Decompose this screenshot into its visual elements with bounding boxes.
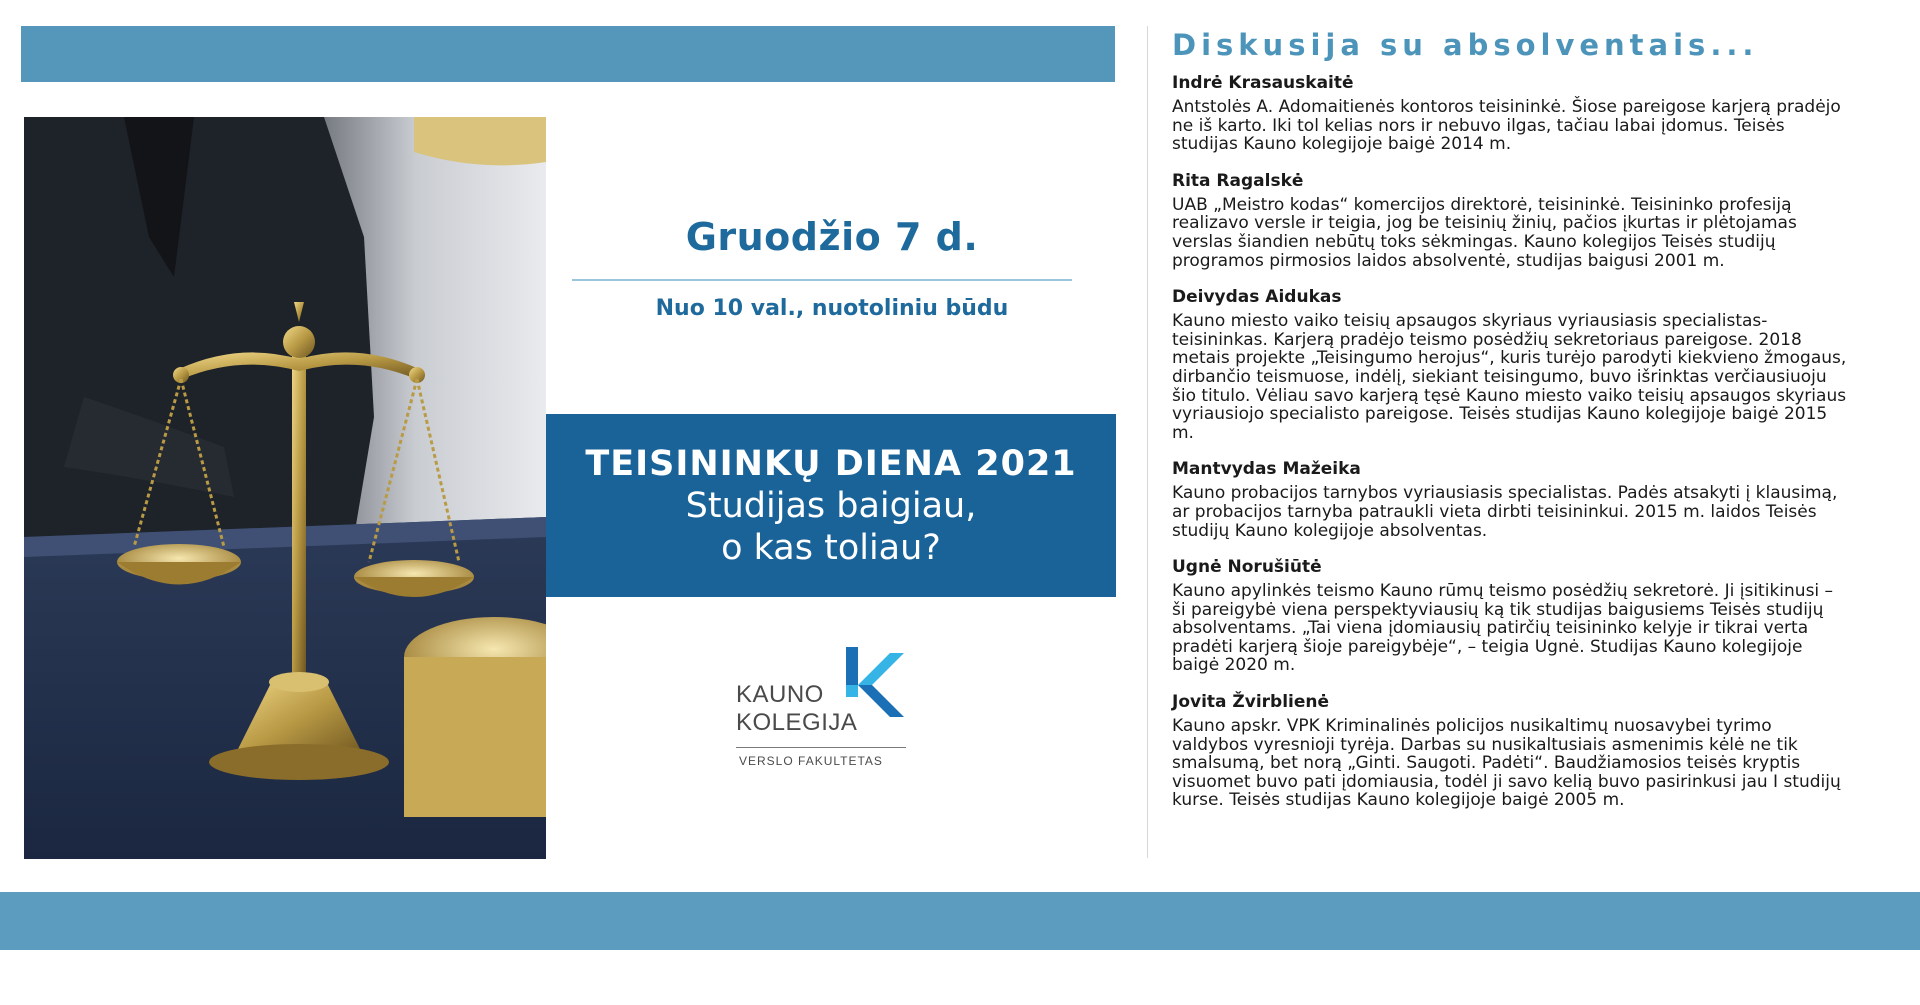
date-divider [572,279,1072,281]
event-title: TEISININKŲ DIENA 2021 [585,444,1077,484]
speaker-entry [1172,286,1852,442]
speaker-entry [1172,170,1852,270]
bottom-banner-bar [0,892,1920,950]
event-title-box [546,414,1116,597]
logo-text-kolegija: KOLEGIJA [736,709,858,736]
logo-text-kauno: KAUNO [736,681,824,708]
speaker-name: Indrė Krasauskaitė [1172,73,1354,93]
event-subtitle-line2: o kas toliau? [721,528,941,568]
vertical-divider [1147,26,1148,858]
speaker-entry [1172,556,1852,675]
speaker-bio: Kauno miesto vaiko teisių apsaugos skyriaus vyriausiasis specialistas-teisininkas. Karjerą pradėjo teismo posėdžių sekretoriaus pareigose. 2018 metais projekte „Teisingumo herojus“, kuris turėjo parodyti kiekvieno žmogaus, dirbančio teismuose, indėlį, siekiant teisingumo, buvo išrinktas verčiausiuoju šio titulo. Vėliau savo karjerą tęsė Kauno miesto vaiko teisių apsaugos skyriaus vyriausiojo specialisto pareigose. Teisės studijas Kauno kolegijoje baigė 2015 m. [1172,311,1847,443]
speaker-bio: Kauno apylinkės teismo Kauno rūmų teismo posėdžių sekretorė. Ji įsitikinusi – ši pareigybė viena perspektyviausių ką tik studijas baigusiems Teisės studijų absolventams. „Tai viena įdomiausių patirčių teisininko kelyje ir tikrai verta pradėti karjerą šioje pareigybėje“, – teigia Ugnė. Studijas Kauno kolegijoje baigė 2020 m. [1172,581,1834,676]
speaker-bio: Kauno apskr. VPK Kriminalinės policijos nusikaltimų nuosavybei tyrimo valdybos vyresnioji tyrėja. Darbas su nusikaltusiais asmenimis kėlė ne tik smalsumą, bet norą „Ginti. Saugoti. Padėti“. Baudžiamosios teisės kryptis visuomet buvo pati įdomiausia, todėl ji savo kelią buvo pasirinkusi jau I studijų kurse. Teisės studijas Kauno kolegijoje baigė 2005 m. [1172,716,1841,811]
speaker-bio: UAB „Meistro kodas“ komercijos direktorė, teisininkė. Teisininko profesiją realizavo versle ir teigia, jog be teisinių žinių, pačios įkurtas ir plėtojamas verslas šiandien nebūtų toks sėkmingas. Kauno kolegijos Teisės studijų programos pirmosios laidos absolventė, studijas baigusi 2001 m. [1172,194,1797,271]
speaker-name: Mantvydas Mažeika [1172,459,1361,480]
discussion-heading: Diskusija su absolventais... [1172,28,1759,62]
speaker-name: Jovita Žvirblienė [1172,692,1330,713]
logo-divider [736,747,906,748]
speaker-bio: Antstolės A. Adomaitienės kontoros teisininkė. Šiose pareigose karjerą pradėjo ne iš karto. Iki tol kelias nors ir nebuvo ilgas, tačiau labai įdomus. Teisės studijas Kauno kolegijoje baigė 2014 m. [1172,97,1841,155]
event-time: Nuo 10 val., nuotoliniu būdu [655,296,1009,321]
kauno-kolegija-logo [736,645,916,775]
event-subtitle-line1: Studijas baigiau, [685,486,977,526]
speaker-name: Ugnė Norušiūtė [1172,557,1322,578]
speaker-entry [1172,458,1852,540]
speaker-name: Deivydas Aidukas [1172,287,1342,308]
scales-of-justice-photo [24,117,546,859]
speaker-entry [1172,691,1852,810]
speaker-name: Rita Ragalskė [1172,170,1304,191]
speaker-entry [1172,72,1852,154]
discussion-panel [1172,26,1852,826]
speaker-bio: Kauno probacijos tarnybos vyriausiasis specialistas. Padės atsakyti į klausimą, ar probacijos tarnyba patraukli vieta dirbti teisininkui. 2015 m. laidos Teisės studijų Kauno kolegijoje absolventas. [1172,483,1838,541]
event-date: Gruodžio 7 d. [685,215,979,259]
logo-faculty: VERSLO FAKULTETAS [739,754,883,768]
top-banner-bar [21,26,1115,82]
